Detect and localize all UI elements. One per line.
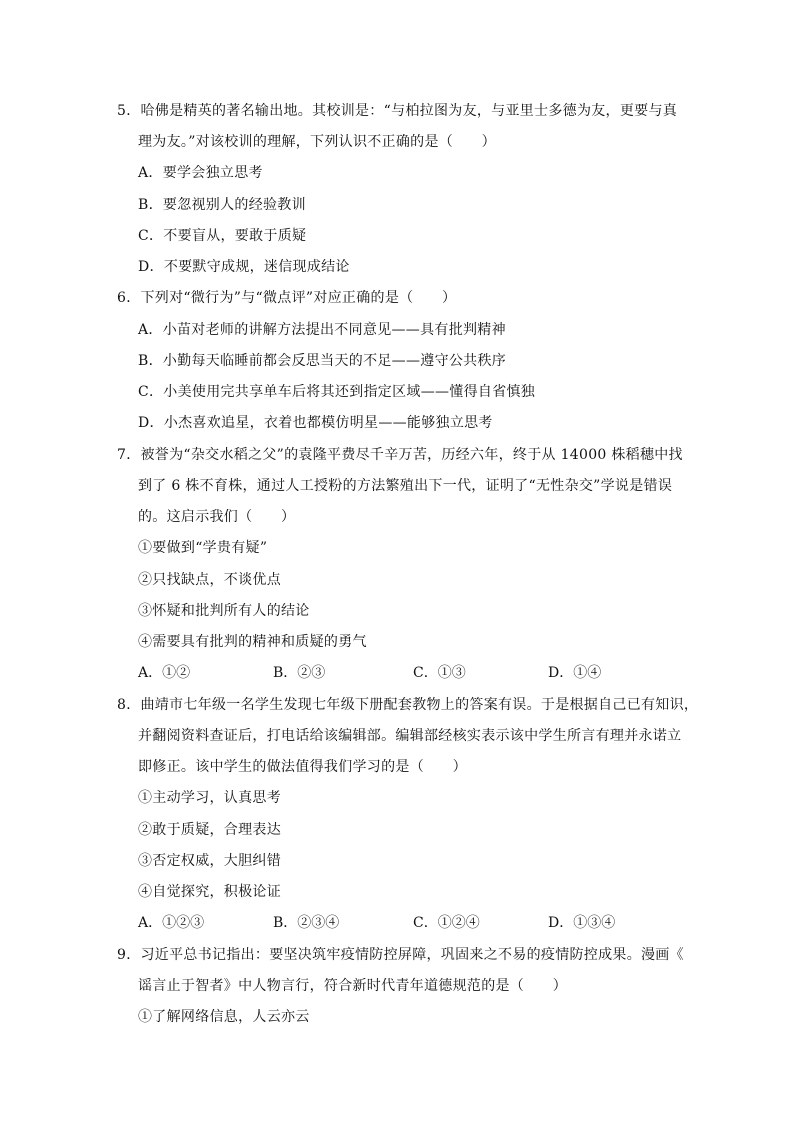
question-8-choice-d: D．①③④ (548, 915, 616, 931)
question-8-statement-3: ③否定权威，大胆纠错 (138, 853, 281, 869)
question-7-choice-a: A．①② (138, 665, 191, 681)
question-8-stem-line-2: 并翻阅资料查证后，打电话给该编辑部。编辑部经核实表示该中学生所言有理并永诺立 (138, 728, 682, 744)
question-5-option-a: A．要学会独立思考 (138, 165, 263, 181)
question-7-stem-line-3: 的。这启示我们（ ） (138, 509, 296, 525)
question-7-statement-3: ③怀疑和批判所有人的结论 (138, 603, 310, 619)
question-8-choice-c: C．①②④ (413, 915, 480, 931)
question-7-statement-2: ②只找缺点，不谈优点 (138, 572, 281, 588)
question-7-choice-b: B．②③ (273, 665, 326, 681)
question-6-option-b: B．小勤每天临睡前都会反思当天的不足——遵守公共秩序 (138, 353, 507, 369)
question-6-option-a: A．小苗对老师的讲解方法提出不同意见——具有批判精神 (138, 322, 506, 338)
question-8-statement-1: ①主动学习，认真思考 (138, 790, 281, 806)
question-7-stem-line-1: 7．被誉为“杂交水稻之父”的袁隆平费尽千辛万苦，历经六年，终于从 14000 株稻穗中找 (117, 447, 683, 463)
question-5-option-b: B．要忽视别人的经验教训 (138, 197, 306, 213)
question-7-statement-1: ①要做到“学贵有疑” (138, 540, 268, 556)
question-8-stem-line-1: 8．曲靖市七年级一名学生发现七年级下册配套教物上的答案有误。于是根据自己已有知识， (117, 697, 699, 713)
question-8-choice-a: A．①②③ (138, 915, 205, 931)
question-8-choices (138, 913, 698, 933)
question-7-stem-line-2: 到了 6 株不育株，通过人工授粉的方法繁殖出下一代，证明了“无性杂交”学说是错误 (138, 478, 673, 494)
question-6-option-c: C．小美使用完共享单车后将其还到指定区域——懂得自省慎独 (138, 384, 536, 400)
question-6-option-d: D．小杰喜欢追星，衣着也都模仿明星——能够独立思考 (138, 415, 493, 431)
question-7-statement-4: ④需要具有批判的精神和质疑的勇气 (138, 634, 367, 650)
question-8-choice-b: B．②③④ (273, 915, 340, 931)
question-5-stem-line-1: 5．哈佛是精英的著名输出地。其校训是：“与柏拉图为友，与亚里士多德为友，更要与真 (117, 103, 678, 119)
question-9-stem-line-1: 9．习近平总书记指出：要坚决筑牢疫情防控屏障，巩固来之不易的疫情防控成果。漫画《 (117, 947, 684, 963)
question-9-stem-line-2: 谣言止于智者》中人物言行，符合新时代青年道德规范的是（ ） (138, 978, 567, 994)
question-5-option-d: D．不要默守成规，迷信现成结论 (138, 259, 350, 275)
question-5-stem-line-2: 理为友。”对该校训的理解，下列认识不正确的是（ ） (138, 134, 496, 150)
question-8-statement-4: ④自觉探究，积极论证 (138, 884, 281, 900)
question-8-stem-line-3: 即修正。该中学生的做法值得我们学习的是（ ） (138, 759, 467, 775)
question-9-statement-1: ①了解网络信息，人云亦云 (138, 1009, 310, 1025)
question-5-option-c: C．不要盲从，要敢于质疑 (138, 228, 307, 244)
question-8-statement-2: ②敢于质疑，合理表达 (138, 822, 281, 838)
question-6-stem-line-1: 6．下列对“微行为”与“微点评”对应正确的是（ ） (117, 290, 457, 306)
question-7-choices (138, 663, 698, 683)
question-7-choice-d: D．①④ (548, 665, 602, 681)
question-7-choice-c: C．①③ (413, 665, 466, 681)
